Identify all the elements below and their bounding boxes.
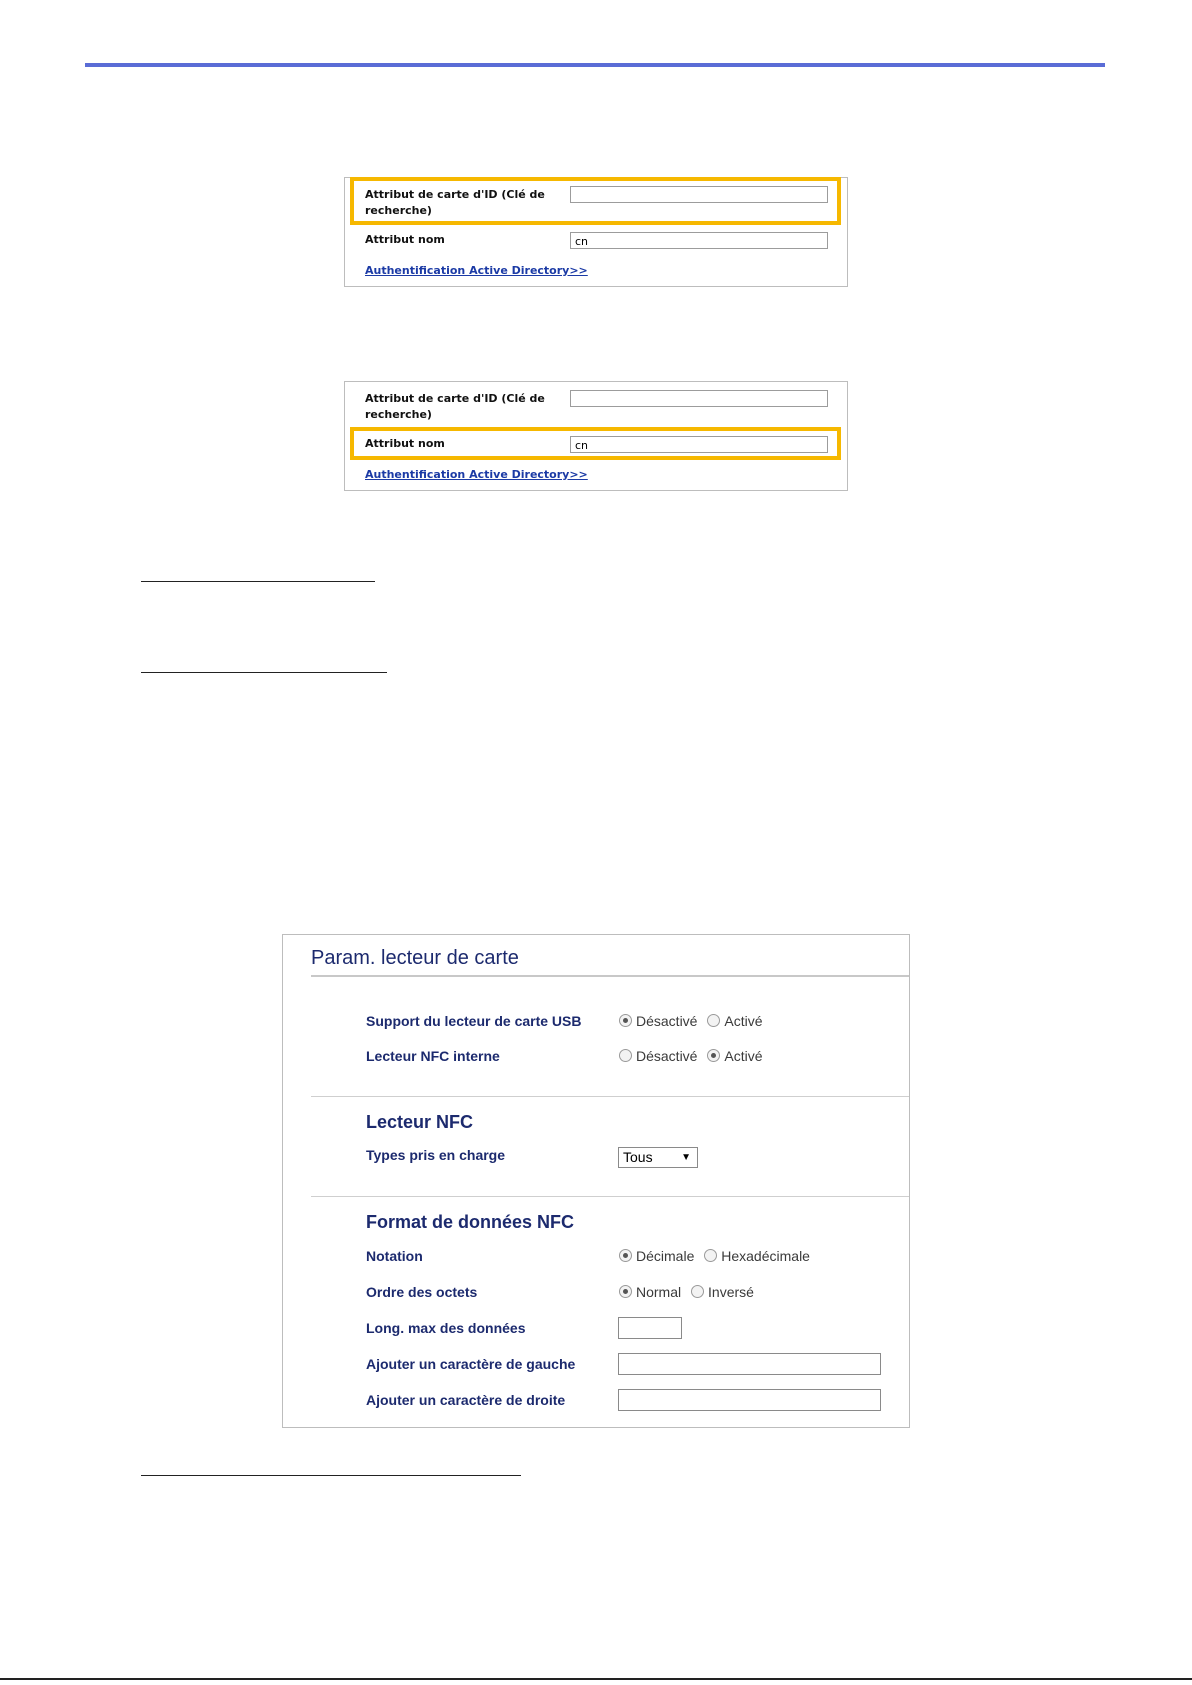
notation-hex-radio[interactable] bbox=[704, 1249, 717, 1262]
usb-on-radio[interactable] bbox=[707, 1014, 720, 1027]
notation-decimal-label: Décimale bbox=[636, 1248, 695, 1264]
supported-types-value: Tous bbox=[623, 1149, 653, 1165]
internal-nfc-label: Lecteur NFC interne bbox=[366, 1048, 500, 1064]
notation-label: Notation bbox=[366, 1248, 423, 1264]
byte-order-options bbox=[619, 1284, 760, 1300]
name-attribute-input[interactable]: cn bbox=[570, 436, 828, 453]
ldap-attributes-panel-2 bbox=[344, 381, 848, 491]
byte-reverse-radio[interactable] bbox=[691, 1285, 704, 1298]
footer-rule bbox=[0, 1678, 1192, 1680]
header-rule bbox=[85, 63, 1105, 67]
page-title: Param. lecteur de carte bbox=[311, 947, 519, 969]
name-attribute-label: Attribut nom bbox=[365, 233, 445, 246]
max-length-label: Long. max des données bbox=[366, 1320, 526, 1336]
usb-reader-options bbox=[619, 1013, 768, 1029]
card-reader-settings-panel bbox=[282, 934, 910, 1428]
name-attribute-label: Attribut nom bbox=[365, 437, 445, 450]
name-attribute-input[interactable]: cn bbox=[570, 232, 828, 249]
divider bbox=[311, 975, 909, 977]
nfc-reader-heading: Lecteur NFC bbox=[366, 1112, 474, 1132]
nfc-off-radio[interactable] bbox=[619, 1049, 632, 1062]
byte-order-label: Ordre des octets bbox=[366, 1284, 478, 1300]
active-directory-link[interactable]: Authentification Active Directory>> bbox=[365, 264, 588, 277]
usb-on-label: Activé bbox=[724, 1013, 763, 1029]
id-card-attribute-input[interactable] bbox=[570, 186, 828, 203]
notation-hex-label: Hexadécimale bbox=[721, 1248, 810, 1264]
byte-reverse-label: Inversé bbox=[708, 1284, 754, 1300]
left-char-label: Ajouter un caractère de gauche bbox=[366, 1356, 576, 1372]
id-card-attribute-label: Attribut de carte d'ID (Clé de recherche) bbox=[365, 188, 545, 217]
text-rule bbox=[141, 581, 375, 582]
internal-nfc-options bbox=[619, 1048, 768, 1064]
byte-normal-label: Normal bbox=[636, 1284, 682, 1300]
nfc-on-label: Activé bbox=[724, 1048, 763, 1064]
left-char-input[interactable] bbox=[618, 1353, 881, 1375]
usb-off-label: Désactivé bbox=[636, 1013, 698, 1029]
notation-options bbox=[619, 1248, 816, 1264]
usb-off-radio[interactable] bbox=[619, 1014, 632, 1027]
ldap-attributes-panel-1 bbox=[344, 177, 848, 287]
id-card-attribute-input[interactable] bbox=[570, 390, 828, 407]
id-card-attribute-label: Attribut de carte d'ID (Clé de recherche) bbox=[365, 392, 545, 421]
notation-decimal-radio[interactable] bbox=[619, 1249, 632, 1262]
divider bbox=[311, 1196, 909, 1197]
dropdown-arrow-icon: ▼ bbox=[681, 1152, 691, 1163]
right-char-input[interactable] bbox=[618, 1389, 881, 1411]
text-rule bbox=[141, 672, 387, 673]
active-directory-link[interactable]: Authentification Active Directory>> bbox=[365, 468, 588, 481]
divider bbox=[311, 1096, 909, 1097]
max-length-input[interactable] bbox=[618, 1317, 682, 1339]
usb-reader-label: Support du lecteur de carte USB bbox=[366, 1013, 582, 1029]
supported-types-label: Types pris en charge bbox=[366, 1147, 506, 1163]
supported-types-select[interactable] bbox=[618, 1147, 698, 1168]
byte-normal-radio[interactable] bbox=[619, 1285, 632, 1298]
nfc-off-label: Désactivé bbox=[636, 1048, 698, 1064]
footnote-rule bbox=[141, 1475, 521, 1476]
right-char-label: Ajouter un caractère de droite bbox=[366, 1392, 566, 1408]
nfc-data-format-heading: Format de données NFC bbox=[366, 1212, 575, 1232]
nfc-on-radio[interactable] bbox=[707, 1049, 720, 1062]
